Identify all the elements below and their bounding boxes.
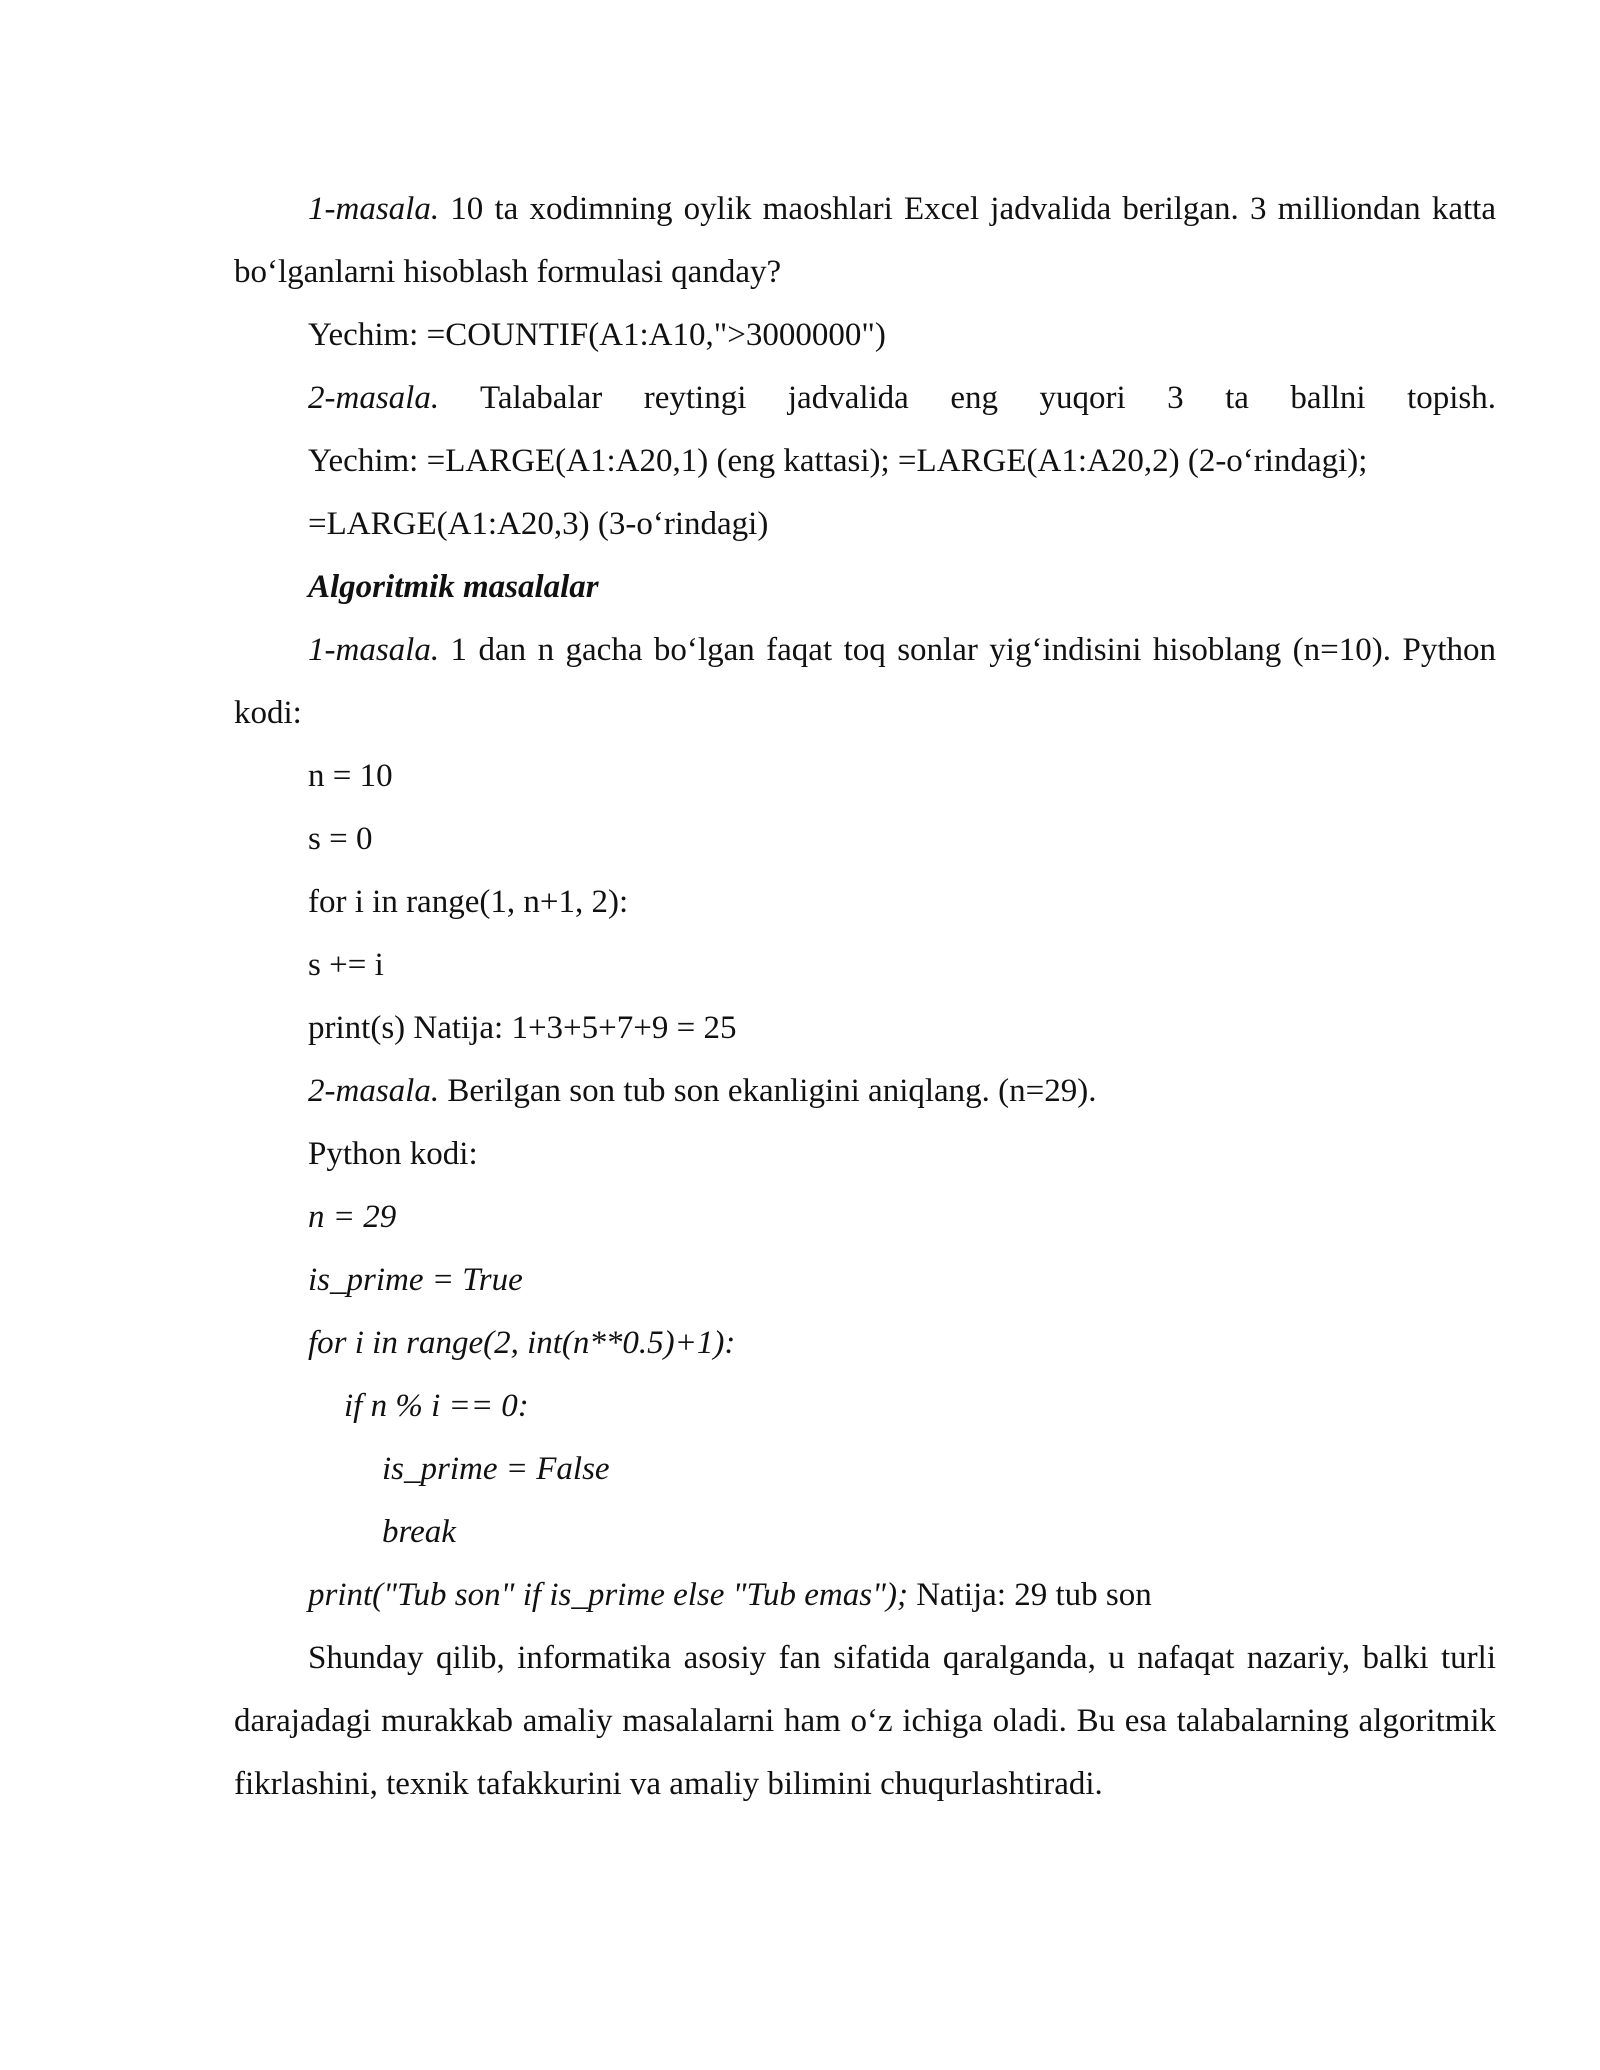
- problem-2-algorithm: [234, 1060, 1496, 1123]
- code-print: print("Tub son" if is_prime else "Tub emas");: [308, 1577, 908, 1613]
- code-line: n = 29: [308, 1199, 397, 1235]
- result-text: Natija: 29 tub son: [907, 1577, 1152, 1613]
- code-line: for i in range(1, n+1, 2):: [308, 884, 629, 920]
- python-code-label: Python kodi:: [308, 1136, 478, 1172]
- problem-label: 1-masala.: [308, 191, 440, 227]
- solution-1-excel: Yechim: =COUNTIF(A1:A10,">3000000"): [308, 317, 886, 353]
- code-line: print(s) Natija: 1+3+5+7+9 = 25: [308, 1010, 737, 1046]
- code-line: if n % i == 0:: [344, 1388, 529, 1424]
- problem-2-excel: [234, 367, 1496, 430]
- problem-text: Berilgan son tub son ekanligini aniqlang. (n=29).: [439, 1073, 1097, 1109]
- solution-2-excel-line-1: Yechim: =LARGE(A1:A20,1) (eng kattasi); =LARGE(A1:A20,2) (2-o‘rindagi);: [308, 443, 1368, 479]
- problem-label: 2-masala.: [308, 380, 440, 416]
- code-line: is_prime = False: [382, 1451, 610, 1487]
- problem-label: 2-masala.: [308, 1073, 440, 1109]
- code-line: is_prime = True: [308, 1262, 523, 1298]
- conclusion-paragraph: Shunday qilib, informatika asosiy fan sifatida qaralganda, u nafaqat nazariy, balki turli darajadagi murakkab amaliy masalalarni ham o‘z ichiga oladi. Bu esa talabalarning algoritmik fikrlashini, texnik tafakkurini va amaliy bilimini chuqurlashtiradi.: [234, 1640, 1496, 1802]
- problem-1-excel: [234, 178, 1496, 304]
- code-line: n = 10: [308, 758, 393, 794]
- problem-text: 1 dan n gacha bo‘lgan faqat toq sonlar yig‘indisini hisoblang (n=10). Python kodi:: [234, 632, 1496, 731]
- document-page: [234, 178, 1496, 1816]
- code-line: s += i: [308, 947, 384, 983]
- code-line: s = 0: [308, 821, 373, 857]
- problem-1-algorithm: [234, 619, 1496, 745]
- code-line: break: [382, 1514, 456, 1550]
- problem-text: Talabalar reytingi jadvalida eng yuqori 3 ta ballni topish.: [439, 380, 1496, 416]
- section-heading: Algoritmik masalalar: [308, 569, 599, 605]
- solution-2-excel-line-2: =LARGE(A1:A20,3) (3-o‘rindagi): [308, 506, 769, 542]
- problem-label: 1-masala.: [308, 632, 440, 668]
- problem-text: 10 ta xodimning oylik maoshlari Excel jadvalida berilgan. 3 milliondan katta bo‘lganlarni hisoblash formulasi qanday?: [234, 191, 1496, 290]
- code-line-result: [234, 1564, 1496, 1627]
- code-line: for i in range(2, int(n**0.5)+1):: [308, 1325, 736, 1361]
